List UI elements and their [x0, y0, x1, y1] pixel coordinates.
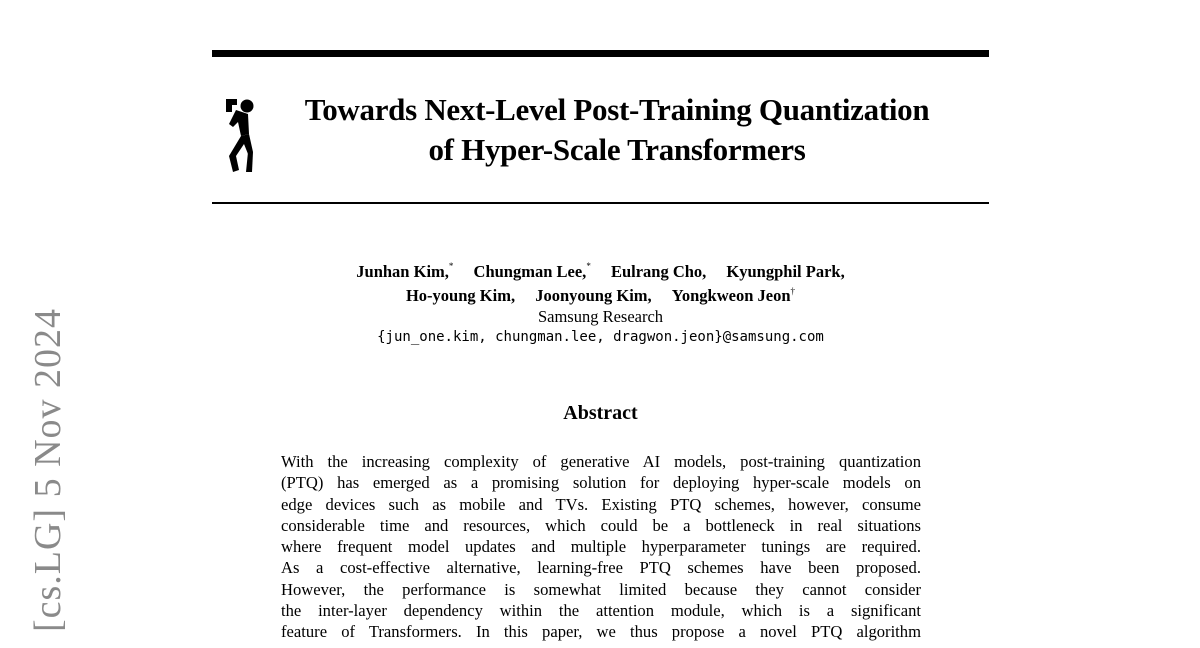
author-name: Eulrang Cho, [610, 261, 707, 281]
arxiv-side-stamp: [cs.LG] 5 Nov 2024 [27, 307, 69, 633]
abstract-line: edge devices such as mobile and TVs. Existing PTQ schemes, however, consume [281, 494, 921, 514]
abstract-line: the inter-layer dependency within the attention module, which is a significant [281, 601, 921, 621]
paper-title [262, 90, 972, 170]
abstract-heading: Abstract [563, 402, 638, 424]
author-name: Chungman Lee,* [473, 261, 591, 281]
abstract-body [281, 451, 921, 643]
author-name: Ho-young Kim, [405, 286, 516, 305]
abstract-line: As a cost-effective alternative, learning-free PTQ schemes have been proposed. [281, 558, 921, 578]
author-name: Joonyoung Kim, [535, 286, 652, 305]
author-name: Junhan Kim,* [356, 261, 454, 281]
title-top-rule [212, 50, 989, 57]
affiliation: Samsung Research [537, 307, 664, 326]
abstract-line: (PTQ) has emerged as a promising solution for deploying hyper-scale models on [281, 473, 921, 493]
abstract-line: However, the performance is somewhat limited because they cannot consider [281, 579, 921, 599]
abstract-line: With the increasing complexity of generative AI models, post-training quantization [281, 452, 921, 471]
abstract-line: considerable time and resources, which could be a bottleneck in real situations [281, 515, 921, 535]
author-emails: {jun_one.kim, chungman.lee, dragwon.jeon}@samsung.com [377, 329, 824, 345]
title-line-1: Towards Next-Level Post-Training Quantization [304, 92, 930, 127]
dancing-figure-icon [222, 94, 256, 174]
abstract-line: where frequent model updates and multiple hyperparameter tunings are required. [281, 537, 921, 557]
author-name: Yongkweon Jeon† [671, 285, 796, 305]
abstract-line: feature of Transformers. In this paper, we thus propose a novel PTQ algorithm [281, 622, 921, 642]
author-name: Kyungphil Park, [726, 261, 845, 281]
authors-row-2 [212, 282, 989, 307]
title-line-2: of Hyper-Scale Transformers [428, 132, 806, 167]
authors-row-1 [212, 257, 989, 282]
author-block [212, 257, 989, 347]
title-bottom-rule [212, 202, 989, 204]
